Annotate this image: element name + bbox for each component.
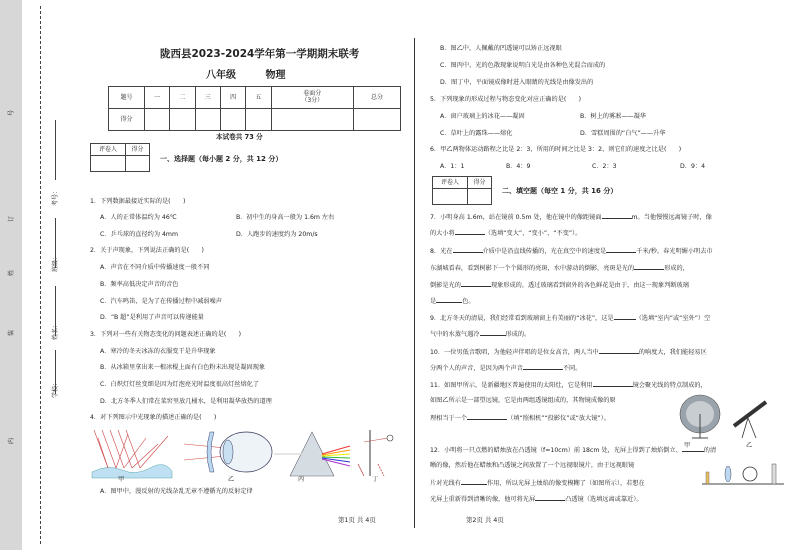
- xuexiao-line: [55, 350, 56, 394]
- q11-label-yi: 乙: [746, 442, 753, 449]
- q2-option-d: D．“B 超”是利用了声音可以传递能量: [100, 314, 204, 321]
- q8-text: 8．光在: [430, 248, 453, 255]
- q12-optical-bench-figure: [700, 460, 786, 488]
- banji-line: [55, 218, 56, 268]
- xingming-line: [55, 286, 56, 336]
- q3-option-a: A．寒冷的冬天冰冻的衣服变干是升华现象: [100, 348, 216, 355]
- grader-box-1: [90, 143, 150, 172]
- solar-cooker-image: [680, 395, 720, 438]
- grader-label: 得分: [468, 177, 492, 189]
- figure-bing-prism: [274, 432, 350, 476]
- q6-option-d: D．9：4: [680, 163, 706, 170]
- q11-text: （填“照相机”“投影仪”或“放大镜”）。: [507, 415, 610, 422]
- q7-text: m。当他慢慢远离镜子时，像: [631, 214, 712, 221]
- score-row-label: 得分: [109, 109, 145, 131]
- binding-char-xing: 姓: [8, 269, 15, 276]
- q12-blank-1[interactable]: [682, 446, 704, 452]
- q4-option-b: B．图乙中，人佩戴的凹透镜可以矫正远视眼: [440, 45, 562, 52]
- q5-option-c: C．草叶上的露珠——熔化: [440, 130, 513, 137]
- q10-text: 分两个人的声音，是因为两个声音: [430, 365, 523, 372]
- score-header-cell: 三: [195, 87, 220, 109]
- q6-option-c: C．2：3: [592, 163, 617, 170]
- kaohao-line: [55, 120, 56, 180]
- q11-line-2: [430, 397, 616, 405]
- figure-ding-plane-mirror: [358, 430, 393, 476]
- q8-line-1: [430, 247, 713, 256]
- q4-label-jia: 甲: [118, 476, 125, 483]
- q8-text: 形成的，: [664, 265, 689, 272]
- q12-text: 作用，所以光屏上烛焰的像变模糊了（如图所示），若想在: [486, 480, 645, 487]
- score-cell[interactable]: [353, 109, 400, 131]
- q1-stem: 1．下列数据最接近实际的是( ): [90, 198, 186, 205]
- binding-char-nei: 内: [8, 437, 15, 444]
- q3-stem: 3．下列对一些有关物态变化的问题表述正确的是( ): [90, 331, 242, 338]
- q9-line-2: [430, 330, 530, 339]
- page-1-footer: 第1页 共 4页: [338, 516, 376, 524]
- q8-line-2: [430, 264, 689, 273]
- q4-option-d: D．图丁中，平面镜成像时进入眼睛的光线是由像发出的: [440, 79, 594, 86]
- q4-stem: 4．对下列图示中光现象的描述正确的是( ): [90, 414, 217, 421]
- grader-cell[interactable]: [433, 189, 468, 205]
- section-2-heading: 二、填空题（每空 1 分，共 16 分）: [502, 187, 618, 195]
- q8-blank-4[interactable]: [461, 281, 491, 287]
- banji-label: 班级：: [52, 253, 59, 272]
- q12-text: 光屏上重新得到清晰的像，他可将光屏: [430, 496, 536, 503]
- q11-blank-2[interactable]: [467, 414, 507, 420]
- q8-blank-5[interactable]: [436, 297, 462, 303]
- q11-text: 11．如图甲所示，是新疆地区普遍使用的太阳灶，它是利用: [430, 382, 593, 389]
- exam-title: 陇西县2023-2024学年第一学期期末联考: [160, 48, 360, 60]
- q11-line-1: [430, 381, 707, 390]
- column-divider: [414, 38, 415, 528]
- q8-text: 现象形成的，透过玻璃看到窗外的各色鲜花是由于，由这一现象判断玻璃: [490, 282, 689, 289]
- exam-subject: 八年级 物理: [206, 70, 286, 81]
- q9-text: 形成的。: [505, 331, 531, 338]
- q7-text: （选填“变大”、“变小”、“不变”）。: [484, 230, 582, 237]
- q8-text: 东湖城看春，看到树影下一个个圆形的亮斑，水中游动的倒影，亮斑是光的: [430, 265, 635, 272]
- figure-jia-diffuse-reflection: [92, 430, 172, 478]
- score-header-cell: 卷面分 （3分）: [271, 87, 353, 109]
- q10-text: 的响度大，我们能轻易区: [638, 349, 707, 356]
- q2-option-b: B．频率高低决定声音的音色: [100, 281, 179, 288]
- q4-label-ding: 丁: [372, 476, 379, 483]
- grader-cell[interactable]: [468, 189, 492, 205]
- q5-stem: 5．下列现象的形成过程与物态变化对应正确的是( ): [430, 96, 582, 103]
- score-header-cell: 一: [145, 87, 170, 109]
- score-header-cell: 五: [246, 87, 271, 109]
- q11-blank-1[interactable]: [593, 381, 633, 387]
- grader-label: 得分: [126, 144, 150, 156]
- grader-label: 评卷人: [91, 144, 126, 156]
- q12-text: 片对光线有: [430, 480, 461, 487]
- score-header-cell: 二: [170, 87, 195, 109]
- grader-cell[interactable]: [126, 156, 150, 172]
- binding-dash-line: [40, 6, 41, 544]
- q6-option-b: B．4：9: [506, 163, 531, 170]
- q9-blank-2[interactable]: [480, 330, 506, 336]
- q11-line-3: [430, 414, 610, 423]
- q7-text: 的大小将: [430, 230, 455, 237]
- q1-option-d: D．人跑步的速度约为 20m/s: [236, 231, 318, 238]
- q1-option-b: B．初中生的身高一般为 1.6m 左右: [236, 214, 335, 221]
- xuexiao-label: 学校：: [52, 379, 59, 398]
- telescope-image: [734, 402, 766, 438]
- q12-line-4: [430, 495, 643, 504]
- q9-line-1: [430, 314, 710, 323]
- q10-line-2: [430, 364, 581, 373]
- q12-line-2: [430, 462, 634, 470]
- q12-line-3: [430, 479, 645, 488]
- score-header-cell: 总分: [353, 87, 400, 109]
- q10-blank-1[interactable]: [599, 348, 639, 354]
- q7-line-1: [430, 213, 712, 222]
- q8-text: 千米/秒。春光明媚小明去市: [636, 248, 713, 255]
- score-cell[interactable]: [145, 109, 170, 131]
- q12-text: 的清: [703, 447, 717, 454]
- q10-text: 10．一位男低音歌唱，为他轻声伴唱的是位女高音，两人当中: [430, 349, 599, 356]
- binding-char-zhuang: 装: [8, 329, 15, 336]
- grader-box-2: [432, 176, 492, 205]
- q8-line-3: [430, 281, 689, 290]
- q10-text: 不同。: [562, 365, 582, 372]
- q12-blank-3[interactable]: [535, 495, 565, 501]
- q9-blank-1[interactable]: [614, 314, 636, 320]
- q2-option-c: C．汽车鸣笛，是为了在传播过程中减弱噪声: [100, 298, 222, 305]
- q7-text: 7．小明身高 1.6m，站在镜前 0.5m 处，他在镜中的像距镜面: [430, 214, 602, 221]
- q5-option-d: D．雪糕周围的“白气”——升华: [580, 130, 666, 137]
- score-header-cell: 题号: [109, 87, 145, 109]
- q11-text: 理相当于一个: [430, 415, 468, 422]
- binding-char-hao: 号: [8, 109, 15, 116]
- score-cell[interactable]: [170, 109, 195, 131]
- q12-text: 凸透镜（选填远离或靠近）。: [565, 496, 643, 503]
- grader-label: 评卷人: [433, 177, 468, 189]
- q11-label-jia: 甲: [684, 442, 691, 449]
- q9-text: 气中的水蒸气遇冷: [430, 331, 480, 338]
- xingming-label: 姓名：: [52, 321, 59, 340]
- q12-text: 12．小明将一只点燃的蜡烛放在凸透镜（f=10cm）前 18cm 处，光屏上得到了烛焰倒立、: [430, 447, 682, 454]
- q5-option-a: A．窗户玻璃上的冰花——凝固: [440, 113, 525, 120]
- q4-option-c: C．图丙中，光的色散现象说明白光是由各种色光混合而成的: [440, 62, 606, 69]
- q9-text: 9．北方冬天的清晨，我们经常看到玻璃窗上有美丽的“冰花”，这是: [430, 315, 614, 322]
- q2-stem: 2．关于声现象，下列说法正确的是( ): [90, 247, 204, 254]
- q2-option-a: A．声音在不同介质中传播速度一般不同: [100, 264, 210, 271]
- q11-figures: [670, 388, 780, 444]
- q3-option-d: D．北方冬季人们常在菜窖里放几桶水，是利用凝华放热的道理: [100, 398, 272, 405]
- q8-text: 倒影是光的: [430, 282, 461, 289]
- q1-option-c: C．乒乓球的直径约为 4mm: [100, 231, 178, 238]
- score-cell[interactable]: [220, 109, 245, 131]
- q7-blank-1[interactable]: [602, 213, 632, 219]
- score-cell[interactable]: [271, 109, 353, 131]
- score-cell[interactable]: [195, 109, 220, 131]
- grader-cell[interactable]: [91, 156, 126, 172]
- section-1-heading: 一、选择题（每小题 2 分，共 12 分）: [160, 155, 283, 163]
- score-table: [108, 86, 401, 131]
- score-header-cell: 四: [220, 87, 245, 109]
- q5-option-b: B．树上的雾凇——凝华: [580, 113, 647, 120]
- binding-margin: [0, 0, 78, 550]
- q7-blank-2[interactable]: [455, 229, 485, 235]
- page-2-footer: 第2页 共 4页: [466, 516, 504, 524]
- q12-line-1: [430, 446, 716, 455]
- q8-blank-1[interactable]: [453, 247, 483, 253]
- binding-char-ding: 订: [8, 215, 15, 222]
- q12-blank-2[interactable]: [461, 479, 487, 485]
- q4-label-yi: 乙: [228, 476, 235, 483]
- q4-figures: [88, 424, 398, 482]
- q6-option-a: A．1：1: [440, 163, 465, 170]
- q10-blank-2[interactable]: [523, 364, 563, 370]
- q8-text: 是: [430, 298, 437, 305]
- score-cell[interactable]: [246, 109, 271, 131]
- q8-text: 介质中是沿直线传播的，光在真空中的速度是: [482, 248, 607, 255]
- q8-blank-3[interactable]: [634, 264, 664, 270]
- q11-text: 镜会聚光线的特点制成的，: [632, 382, 707, 389]
- q12-text: 晰的像，然后他在蜡烛和凸透镜之间放置了一个远视眼镜片，由于远视眼镜: [430, 462, 635, 469]
- figure-yi-eye-lens: [184, 432, 272, 472]
- q4-option-a: A．图甲中，漫反射的光线杂乱无章不遵循光的反射定律: [100, 488, 253, 495]
- q1-option-a: A．人的正常体温约为 46℃: [100, 214, 177, 221]
- total-score: 本试卷共 73 分: [216, 133, 263, 141]
- q3-option-c: C．白炽灯灯丝变细是因为灯泡亮光时温度很高灯丝熔化了: [100, 381, 260, 388]
- q7-line-2: [430, 229, 581, 238]
- q3-option-b: B．从冰箱里拿出来一根冰棍上面有白色粉末出现是凝固现象: [100, 364, 266, 371]
- q9-text: （选填“室内”或“室外”）空: [635, 315, 711, 322]
- q11-text: 如图乙所示是一部望远镜，它是由两组透镜组成的，其物镜成像的原: [430, 397, 616, 404]
- q10-line-1: [430, 348, 707, 357]
- kaohao-label: 考号：: [52, 187, 59, 206]
- q8-text: 色。: [462, 298, 475, 305]
- q6-stem: 6．甲乙两物体运动路程之比是 2：3，所用的时间之比是 3：2，则它们的速度之比是( ): [430, 146, 682, 153]
- q8-blank-2[interactable]: [606, 247, 636, 253]
- q8-line-4: [430, 297, 475, 306]
- q4-label-bing: 丙: [298, 476, 305, 483]
